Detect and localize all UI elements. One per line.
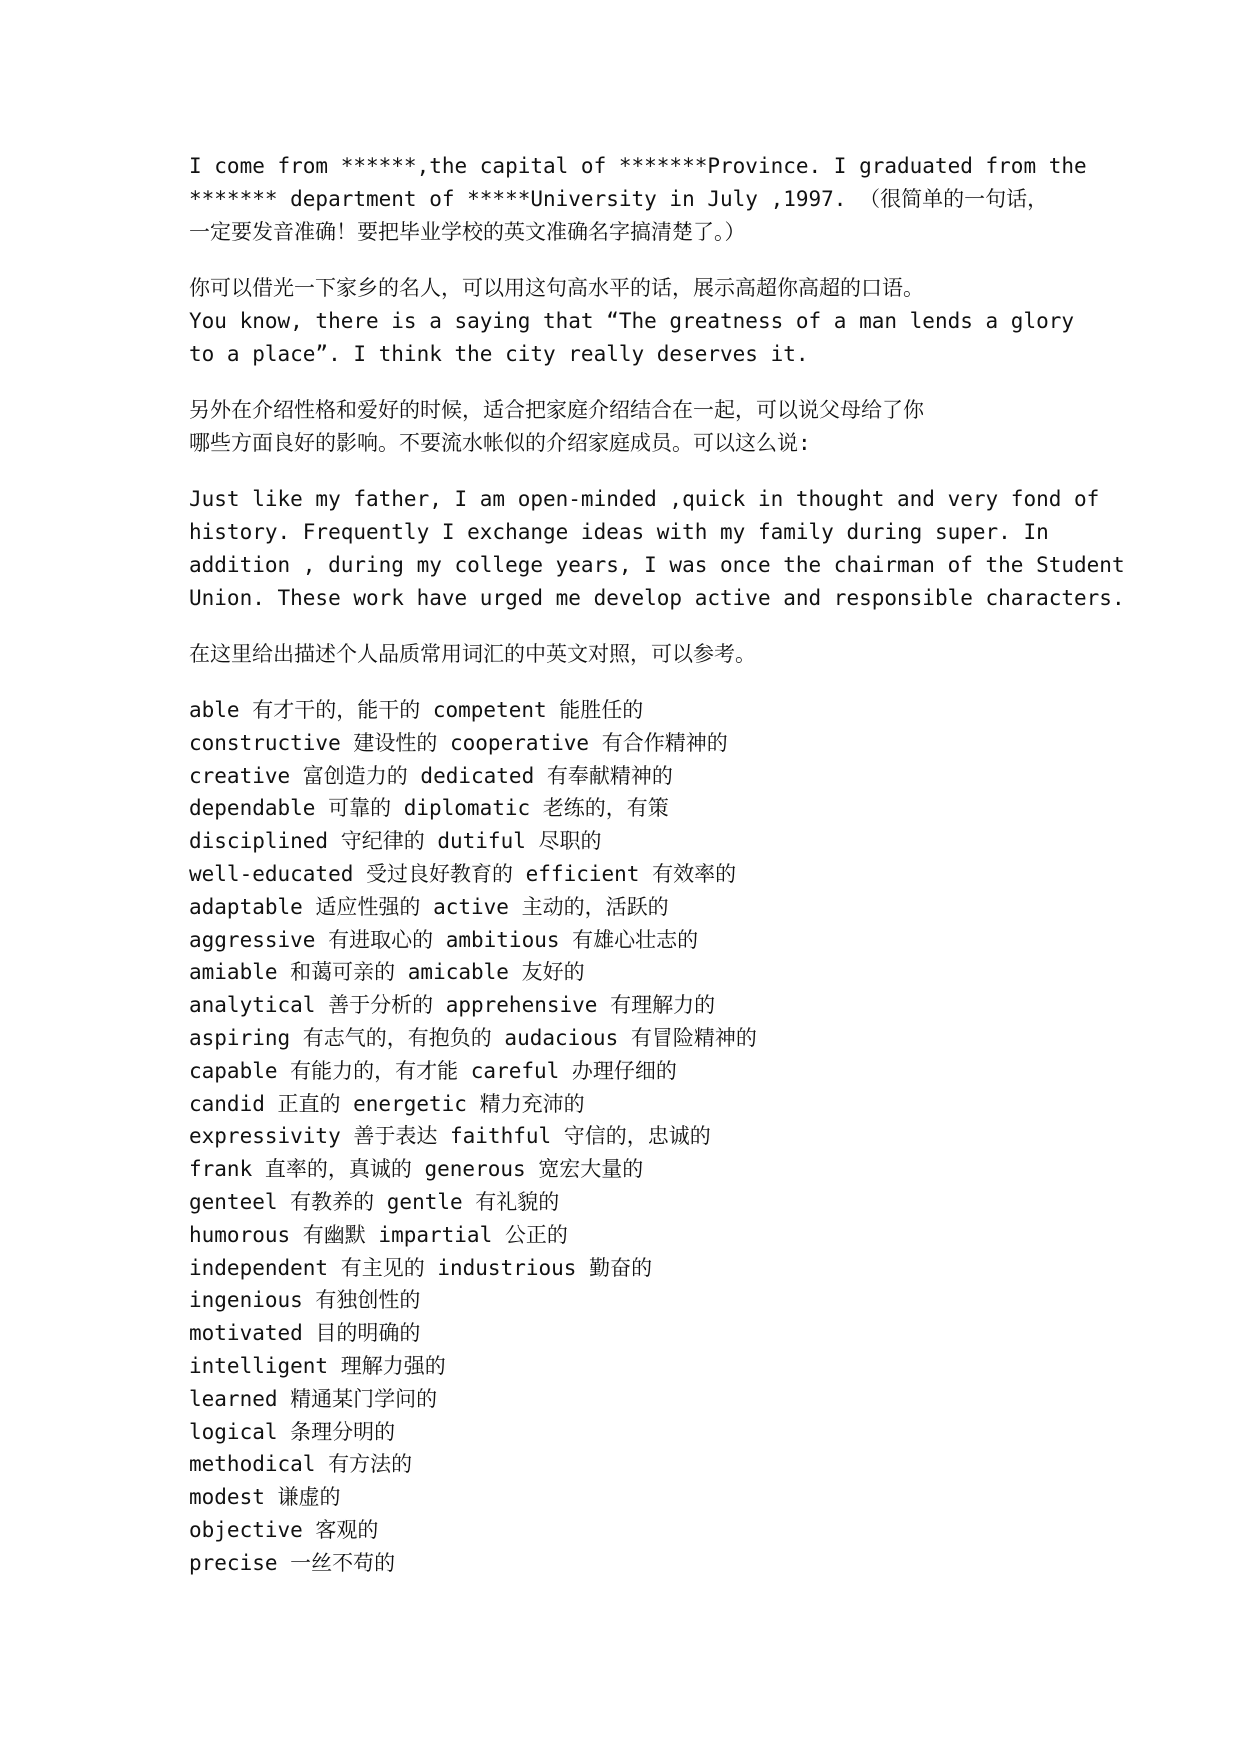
- vocabulary-entry: constructive 建设性的 cooperative 有合作精神的: [189, 730, 728, 755]
- paragraph-line: ******* department of *****University in July ,1997. （很简单的一句话，: [189, 187, 1049, 211]
- paragraph-line: Union. These work have urged me develop active and responsible characters.: [189, 586, 1125, 610]
- vocabulary-entry: amiable 和蔼可亲的 amicable 友好的: [189, 960, 585, 985]
- paragraph-line: I come from ******,the capital of *******Province. I graduated from the: [189, 154, 1087, 178]
- document-paragraphs: [189, 150, 1125, 671]
- paragraph-line: Just like my father, I am open-minded ,quick in thought and very fond of: [189, 487, 1100, 511]
- vocabulary-entry: capable 有能力的，有才能 careful 办理仔细的: [189, 1058, 677, 1083]
- vocabulary-entry: learned 精通某门学问的: [189, 1386, 438, 1411]
- vocabulary-entry: objective 客观的: [189, 1517, 379, 1542]
- vocabulary-entry: frank 直率的，真诚的 generous 宽宏大量的: [189, 1157, 644, 1182]
- vocabulary-entry: expressivity 善于表达 faithful 守信的，忠诚的: [189, 1124, 711, 1149]
- vocabulary-entry: analytical 善于分析的 apprehensive 有理解力的: [189, 993, 716, 1018]
- vocabulary-entry: modest 谦虚的: [189, 1485, 341, 1510]
- vocabulary-entry: candid 正直的 energetic 精力充沛的: [189, 1091, 585, 1116]
- vocabulary-entry: adaptable 适应性强的 active 主动的，活跃的: [189, 894, 669, 919]
- vocabulary-entry: independent 有主见的 industrious 勤奋的: [189, 1255, 653, 1280]
- vocabulary-entry: logical 条理分明的: [189, 1419, 396, 1444]
- vocabulary-entry: ingenious 有独创性的: [189, 1288, 421, 1313]
- paragraph: [189, 483, 1125, 615]
- paragraph-line: to a place”. I think the city really deserves it.: [189, 342, 809, 366]
- paragraph-line: addition , during my college years, I was once the chairman of the Student: [189, 553, 1125, 577]
- paragraph-line: 一定要发音准确！要把毕业学校的英文准确名字搞清楚了。）: [189, 220, 746, 244]
- paragraph: [189, 272, 1075, 371]
- vocabulary-entry: motivated 目的明确的: [189, 1321, 421, 1346]
- paragraph: [189, 394, 1069, 460]
- vocabulary-entry: intelligent 理解力强的: [189, 1353, 446, 1378]
- vocabulary-entry: creative 富创造力的 dedicated 有奉献精神的: [189, 763, 673, 788]
- paragraph-line: 哪些方面良好的影响。不要流水帐似的介绍家庭成员。可以这么说:: [189, 431, 811, 455]
- paragraph: [189, 638, 1069, 671]
- paragraph: [189, 150, 1087, 249]
- document-page: [189, 150, 1125, 1580]
- paragraph-line: 另外在介绍性格和爱好的时候，适合把家庭介绍结合在一起，可以说父母给了你: [189, 398, 924, 422]
- vocabulary-entry: methodical 有方法的: [189, 1452, 413, 1477]
- vocabulary-entry: able 有才干的，能干的 competent 能胜任的: [189, 698, 644, 722]
- vocabulary-entry: genteel 有教养的 gentle 有礼貌的: [189, 1189, 560, 1214]
- paragraph-line: history. Frequently I exchange ideas with my family during super. In: [189, 520, 1049, 544]
- vocabulary-entry: humorous 有幽默 impartial 公正的: [189, 1222, 568, 1247]
- vocabulary-entry: well-educated 受过良好教育的 efficient 有效率的: [189, 861, 737, 886]
- paragraph-line: 你可以借光一下家乡的名人，可以用这句高水平的话，展示高超你高超的口语。: [189, 276, 924, 300]
- vocabulary-list: [189, 694, 1069, 1580]
- paragraph-line: 在这里给出描述个人品质常用词汇的中英文对照，可以参考。: [189, 642, 756, 666]
- vocabulary-entry: dependable 可靠的 diplomatic 老练的，有策: [189, 796, 669, 821]
- vocabulary-entry: aspiring 有志气的，有抱负的 audacious 有冒险精神的: [189, 1025, 757, 1050]
- vocabulary-entry: disciplined 守纪律的 dutiful 尽职的: [189, 829, 602, 854]
- paragraph-line: You know, there is a saying that “The greatness of a man lends a glory: [189, 309, 1075, 333]
- vocabulary-entry: aggressive 有进取心的 ambitious 有雄心壮志的: [189, 927, 699, 952]
- vocabulary-entry: precise 一丝不苟的: [189, 1550, 396, 1575]
